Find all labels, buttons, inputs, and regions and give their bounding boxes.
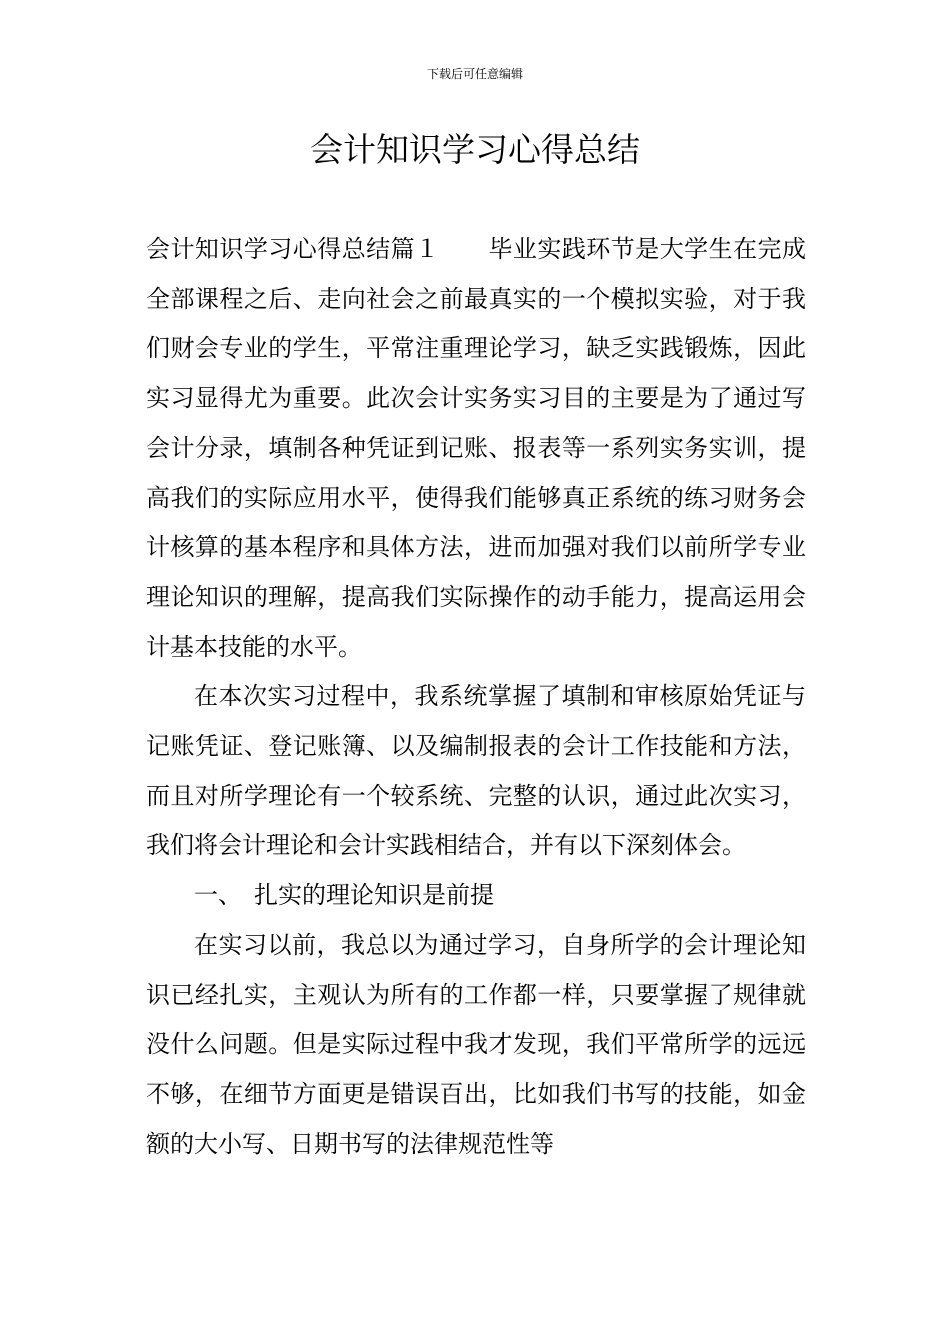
section-heading-number: 一、	[194, 881, 242, 910]
paragraph-2: 在本次实习过程中，我系统掌握了填制和审核原始凭证与记账凭证、登记账簿、以及编制报表的会计工作技能和方法，而且对所学理论有一个较系统、完整的认识，通过此次实习，我们将会计理论和会计实践相结合，并有以下深刻体会。	[146, 682, 806, 860]
section-heading-text: 扎实的理论知识是前提	[254, 881, 494, 910]
header-note: 下载后可任意编辑	[426, 67, 523, 81]
paragraph-3: 在实习以前，我总以为通过学习，自身所学的会计理论知识已经扎实，主观认为所有的工作都一样，只要掌握了规律就没什么问题。但是实际过程中我才发现，我们平常所学的远远不够，在细节方面更是错误百出，比如我们书写的技能，如金额的大小写、日期书写的法律规范性等	[146, 930, 806, 1158]
document-body	[146, 225, 806, 1169]
section-heading-1	[146, 871, 806, 921]
document-title: 会计知识学习心得总结	[310, 130, 640, 169]
paragraph-1: 会计知识学习心得总结篇１ 毕业实践环节是大学生在完成全部课程之后、走向社会之前最真实的一个模拟实验，对于我们财会专业的学生，平常注重理论学习，缺乏实践锻炼，因此实习显得尤为重要。此次会计实务实习目的主要是为了通过写会计分录，填制各种凭证到记账、报表等一系列实务实训，提高我们的实际应用水平，使得我们能够真正系统的练习财务会计核算的基本程序和具体方法，进而加强对我们以前所学专业理论知识的理解，提高我们实际操作的动手能力，提高运用会计基本技能的水平。	[146, 235, 806, 661]
